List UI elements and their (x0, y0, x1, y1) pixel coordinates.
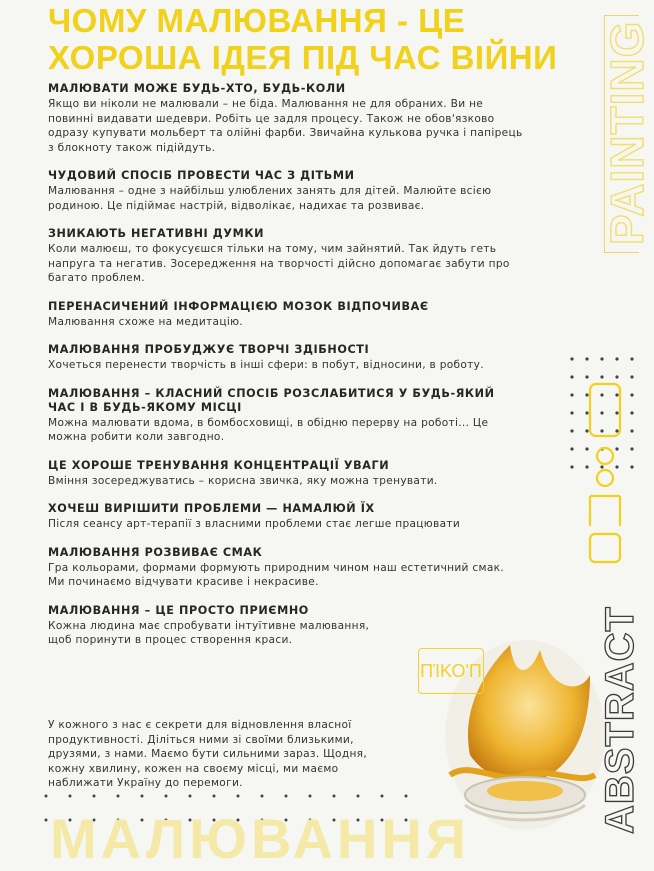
stamp-logo: ΠΊΚΟ'Π (418, 648, 484, 694)
abstract-side-word: ABSTRACT (598, 606, 642, 834)
section-5 (48, 343, 523, 373)
section-body: Якщо ви ніколи не малювали – не біда. Малювання не для обраних. Ви не повинні видавати шедеври. Робіть це задля процесу. Також не обов'язково одразу купувати мольберт та олійні фарби. Звичайна кулькова ручка і папірець з блокноту також підійдуть. (48, 98, 523, 154)
section-body: Малювання – одне з найбільш улюблених занять для дітей. Малюйте всією родиною. Це підіймає настрій, відволікає, надихає та розвиває. (48, 185, 492, 212)
section-10 (48, 604, 393, 648)
section-9 (48, 546, 523, 590)
section-body: Гра кольорами, формами формують природним чином наш естетичний смак. Ми починаємо відчувати красиве і некрасиве. (48, 561, 504, 588)
section-body: Можна малювати вдома, в бомбосховищі, в обідню перерву на роботі... Це можна робити коли завгодно. (48, 416, 489, 443)
section-body: Кожна людина має спробувати інтуїтивне малювання, щоб поринути в процес створення краси. (48, 619, 370, 646)
section-heading: МАЛЮВАННЯ РОЗВИВАЄ СМАК (48, 545, 263, 559)
section-heading: ХОЧЕШ ВИРІШИТИ ПРОБЛЕМИ — НАМАЛЮЙ ЇХ (48, 502, 375, 515)
section-8 (48, 502, 523, 532)
section-2 (48, 169, 523, 213)
closing-paragraph (48, 718, 403, 791)
section-body: Коли малюєш, то фокусуєшся тільки на тому, чим зайнятий. Так йдуть геть напруга та негатив. Зосередження на творчості дійсно допомагає забути про багато проблем. (48, 243, 510, 284)
section-heading: МАЛЮВАННЯ – КЛАСНИЙ СПОСІБ РОЗСЛАБИТИСЯ У БУДЬ-ЯКИЙ ЧАС І В БУДЬ-ЯКОМУ МІСЦІ (48, 386, 495, 414)
section-7 (48, 459, 523, 489)
section-6 (48, 387, 523, 445)
vertical-logo-mark (584, 376, 628, 566)
section-body: Вміння зосереджуватись – корисна звичка, яку можна тренувати. (48, 474, 438, 487)
section-heading: ЦЕ ХОРОШЕ ТРЕНУВАННЯ КОНЦЕНТРАЦІЇ УВАГИ (48, 458, 390, 472)
page-title: ЧОМУ МАЛЮВАННЯ - ЦЕ ХОРОША ІДЕЯ ПІД ЧАС ВІЙНИ (48, 2, 558, 76)
section-4 (48, 300, 523, 330)
section-body: Малювання схоже на медитацію. (48, 315, 243, 328)
section-3 (48, 227, 523, 286)
section-heading: ЗНИКАЮТЬ НЕГАТИВНІ ДУМКИ (48, 227, 265, 240)
section-body: Після сеансу арт-терапії з власними проблеми стає легше працювати (48, 518, 461, 530)
section-heading: ЧУДОВИЙ СПОСІБ ПРОВЕСТИ ЧАС З ДІТЬМИ (48, 169, 355, 182)
section-1 (48, 82, 523, 155)
sections-list (48, 82, 523, 662)
painting-side-word: PAINTING (601, 20, 653, 245)
section-heading: ПЕРЕНАСИЧЕНИЙ ІНФОРМАЦІЄЮ МОЗОК ВІДПОЧИВАЄ (48, 299, 429, 313)
bottom-decorative-word: МАЛЮВАННЯ (50, 807, 471, 870)
section-heading: МАЛЮВАННЯ ПРОБУДЖУЄ ТВОРЧІ ЗДІБНОСТІ (48, 343, 370, 356)
section-heading: МАЛЮВАННЯ – ЦЕ ПРОСТО ПРИЄМНО (48, 603, 309, 617)
section-heading: МАЛЮВАТИ МОЖЕ БУДЬ-ХТО, БУДЬ-КОЛИ (48, 82, 346, 95)
section-body: Хочеться перенести творчість в інші сфери: в побут, відносини, в роботу. (48, 359, 484, 371)
closing-text: У кожного з нас є секрети для відновлення власної продуктивності. Діліться ними зі своїми близькими, друзями, з нами. Маємо бути сильними зараз. Щодня, кожну хвилину, кожен на своєму місці, ми маємо наближати Україну до перемоги. (48, 719, 368, 789)
